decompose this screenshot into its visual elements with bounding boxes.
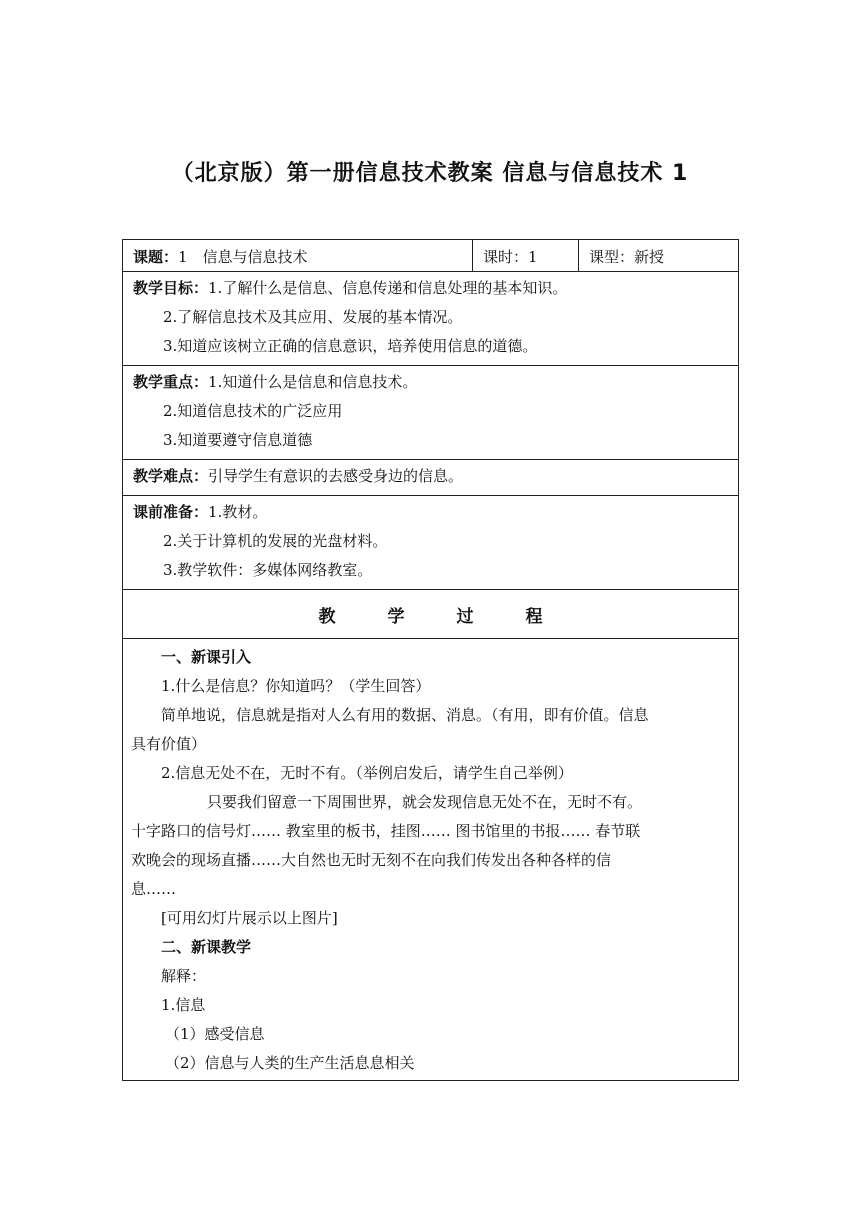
preparation-item: 1.教材。 — [208, 503, 268, 521]
objective-item: 2.了解信息技术及其应用、发展的基本情况。 — [163, 308, 463, 326]
example-line-1: 只要我们留意一下周围世界，就会发现信息无处不在，无时不有。 — [207, 793, 643, 811]
sub-item-1: （1）感受信息 — [165, 1025, 265, 1043]
topic-value: 1 信息与信息技术 — [178, 248, 308, 266]
type-cell — [579, 240, 739, 272]
lesson-plan-table — [122, 239, 739, 1081]
objectives-cell — [123, 272, 739, 366]
question-1: 1.什么是信息？你知道吗？（学生回答） — [161, 677, 431, 695]
preparation-item: 2.关于计算机的发展的光盘材料。 — [163, 532, 388, 550]
explain-label: 解释： — [161, 967, 207, 985]
preparation-cell — [123, 496, 739, 590]
hours-cell — [473, 240, 579, 272]
info-heading: 1.信息 — [161, 996, 206, 1014]
difficulty-cell — [123, 460, 739, 496]
preparation-label: 课前准备： — [133, 503, 209, 521]
key-points-label: 教学重点： — [133, 373, 209, 391]
difficulty-label: 教学难点： — [133, 467, 209, 485]
header-row — [123, 240, 739, 272]
key-point-item: 2.知道信息技术的广泛应用 — [163, 402, 343, 420]
key-points-row — [123, 366, 739, 460]
process-heading-row — [123, 590, 739, 639]
type-label: 课型： — [589, 248, 635, 266]
example-line-2: 十字路口的信号灯…… 教室里的板书，挂图…… 图书馆里的书报…… 春节联 — [131, 822, 641, 840]
process-title: 教学过程 — [318, 606, 595, 627]
key-point-item: 3.知道要遵守信息道德 — [163, 431, 313, 449]
preparation-row — [123, 496, 739, 590]
objective-item: 1.了解什么是信息、信息传递和信息处理的基本知识。 — [208, 279, 568, 297]
topic-label: 课题： — [133, 248, 179, 266]
example-line-3: 欢晚会的现场直播……大自然也无时无刻不在向我们传发出各种各样的信 — [131, 851, 612, 869]
difficulty-row — [123, 460, 739, 496]
question-2: 2.信息无处不在，无时不有。（举例启发后，请学生自己举例） — [161, 764, 573, 782]
process-body-cell — [123, 639, 739, 1081]
process-body-row — [123, 639, 739, 1081]
answer-1-line-1: 简单地说，信息就是指对人么有用的数据、消息。（有用，即有价值。信息 — [161, 706, 649, 724]
difficulty-text: 引导学生有意识的去感受身边的信息。 — [208, 467, 464, 485]
key-points-cell — [123, 366, 739, 460]
preparation-item: 3.教学软件：多媒体网络教室。 — [163, 561, 373, 579]
process-heading-cell — [123, 590, 739, 639]
example-line-4: 息…… — [131, 880, 177, 898]
section-heading-intro: 一、新课引入 — [161, 648, 252, 666]
type-value: 新授 — [634, 248, 665, 266]
hours-label: 课时： — [483, 248, 529, 266]
answer-1-line-2: 具有价值） — [131, 735, 207, 753]
topic-cell — [123, 240, 473, 272]
sub-item-2: （2）信息与人类的生产生活息息相关 — [165, 1054, 415, 1072]
objectives-label: 教学目标： — [133, 279, 209, 297]
document-title: （北京版）第一册信息技术教案 信息与信息技术 1 — [171, 161, 689, 186]
section-heading-teaching: 二、新课教学 — [161, 938, 252, 956]
key-point-item: 1.知道什么是信息和信息技术。 — [208, 373, 418, 391]
hours-value: 1 — [528, 248, 538, 266]
objectives-row — [123, 272, 739, 366]
slides-note: [可用幻灯片展示以上图片] — [161, 909, 338, 927]
objective-item: 3.知道应该树立正确的信息意识，培养使用信息的道德。 — [163, 337, 538, 355]
